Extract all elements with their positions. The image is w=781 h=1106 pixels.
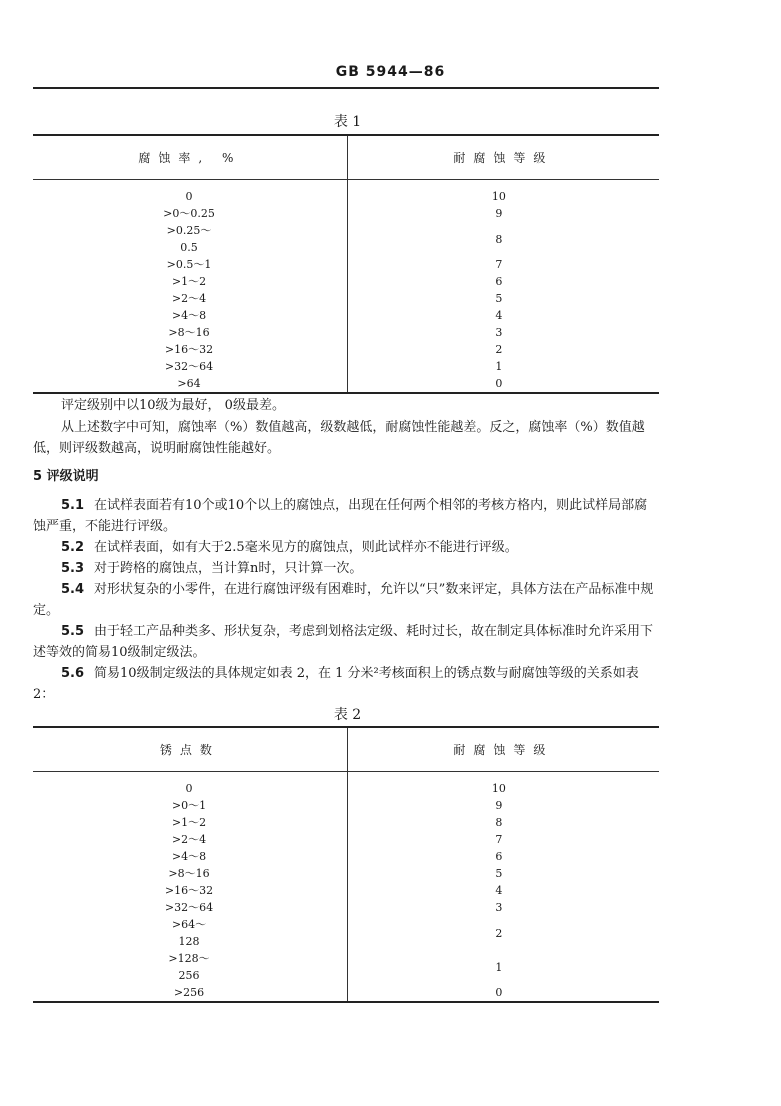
- range-value: >8～16: [168, 867, 210, 880]
- range-value: >1～2: [171, 275, 207, 288]
- table-row: [33, 256, 659, 273]
- table2: [33, 726, 659, 1003]
- table-row: [33, 222, 659, 256]
- section5-title: 5 评级说明: [33, 469, 99, 484]
- range-value: 0: [185, 782, 193, 795]
- grade-value: 8: [495, 232, 503, 246]
- range-value: >256: [173, 986, 205, 999]
- table-row: [33, 916, 659, 950]
- grade-value: 2: [495, 926, 503, 940]
- table1-caption: 表 1: [333, 114, 362, 130]
- range-value: >8～16: [168, 326, 210, 339]
- range-value: >4～8: [171, 309, 207, 322]
- range-value: >1～2: [171, 816, 207, 829]
- range-value: >0～1: [171, 799, 207, 812]
- table2-caption: 表 2: [333, 707, 362, 723]
- table-row: [33, 814, 659, 831]
- table1-col2-header: 耐腐蚀等级: [347, 135, 659, 180]
- clause-text: 对形状复杂的小零件，在进行腐蚀评级有困难时，允许以“只”数来评定，具体方法在产品标准中规定。: [33, 582, 654, 618]
- grade-value: 5: [495, 867, 503, 880]
- grade-value: 6: [495, 275, 503, 288]
- grade-value: 5: [495, 292, 503, 305]
- range-value: >2～4: [171, 833, 207, 846]
- clause-5-5: [33, 621, 659, 663]
- table-row: [33, 950, 659, 984]
- table-row: [33, 341, 659, 358]
- page-header: GB 5944—86: [335, 64, 446, 80]
- table-row: [33, 882, 659, 899]
- clause-number: 5.4: [61, 582, 85, 597]
- grade-value: 4: [495, 309, 503, 322]
- grade-value: 2: [495, 343, 503, 356]
- clause-text: 由于轻工产品种类多、形状复杂，考虑到划格法定级、耗时过长，故在制定具体标准时允许采用下述等效的简易10级制定级法。: [33, 624, 654, 660]
- range-value: >128～256: [168, 952, 210, 982]
- grade-value: 6: [495, 850, 503, 863]
- table-row: [33, 307, 659, 324]
- clause-5-2: [33, 537, 659, 558]
- table-row: [33, 831, 659, 848]
- grade-value: 10: [491, 190, 506, 203]
- note-explanation: 从上述数字中可知，腐蚀率（%）数值越高，级数越低，耐腐蚀性能越差。反之，腐蚀率（%）数值越低，则评级数越高，说明耐腐蚀性能越好。: [33, 420, 645, 456]
- clause-5-1: [33, 495, 659, 537]
- grade-value: 1: [495, 960, 503, 974]
- clause-text: 对于跨格的腐蚀点，当计算n时，只计算一次。: [94, 561, 363, 576]
- range-value: >32～64: [164, 360, 214, 373]
- grade-value: 7: [495, 258, 503, 271]
- table-row: [33, 188, 659, 205]
- table-row: [33, 780, 659, 797]
- clause-number: 5.6: [61, 666, 85, 681]
- clause-text: 在试样表面若有10个或10个以上的腐蚀点，出现在任何两个相邻的考核方格内，则此试样局部腐蚀严重，不能进行评级。: [33, 498, 648, 534]
- table1: [33, 134, 659, 394]
- range-value: >16～32: [164, 884, 214, 897]
- grade-value: 4: [495, 884, 503, 897]
- clause-number: 5.1: [61, 498, 85, 513]
- table-row: [33, 273, 659, 290]
- grade-value: 3: [495, 326, 503, 339]
- note-best-worst: 评定级别中以10级为最好， 0级最差。: [61, 398, 285, 413]
- table-row: [33, 797, 659, 814]
- table-row: [33, 375, 659, 393]
- table-row: [33, 358, 659, 375]
- grade-value: 10: [491, 782, 506, 795]
- grade-value: 9: [495, 799, 503, 812]
- clause-number: 5.3: [61, 561, 85, 576]
- range-value: >16～32: [164, 343, 214, 356]
- range-value: >64～128: [171, 918, 207, 948]
- grade-value: 3: [495, 901, 503, 914]
- table2-col1-header: 锈点数: [33, 727, 347, 772]
- range-value: >64: [177, 377, 201, 390]
- range-value: >32～64: [164, 901, 214, 914]
- grade-value: 7: [495, 833, 503, 846]
- grade-value: 0: [495, 377, 503, 390]
- header-rule: [33, 87, 659, 89]
- range-value: >0.25～0.5: [166, 224, 212, 254]
- table1-col1-header: 腐蚀率, %: [33, 135, 347, 180]
- range-value: >4～8: [171, 850, 207, 863]
- clause-text: 在试样表面，如有大于2.5毫米见方的腐蚀点，则此试样亦不能进行评级。: [94, 540, 518, 555]
- table-row: [33, 205, 659, 222]
- grade-value: 1: [495, 360, 503, 373]
- grade-value: 9: [495, 207, 503, 220]
- range-value: 0: [185, 190, 193, 203]
- clause-5-3: [33, 558, 659, 579]
- range-value: >2～4: [171, 292, 207, 305]
- grade-value: 0: [495, 986, 503, 999]
- table-row: [33, 848, 659, 865]
- table-row: [33, 865, 659, 882]
- table2-col2-header: 耐腐蚀等级: [347, 727, 659, 772]
- table-row: [33, 290, 659, 307]
- clause-number: 5.2: [61, 540, 85, 555]
- grade-value: 8: [495, 816, 503, 829]
- clause-5-4: [33, 579, 659, 621]
- table-row: [33, 899, 659, 916]
- range-value: >0.5～1: [166, 258, 212, 271]
- clause-5-6: [33, 663, 659, 705]
- table-row: [33, 324, 659, 341]
- table-row: [33, 984, 659, 1002]
- clause-text: 简易10级制定级法的具体规定如表 2，在 1 分米²考核面积上的锈点数与耐腐蚀等级的关系如表 2：: [33, 666, 639, 702]
- range-value: >0～0.25: [163, 207, 215, 220]
- clause-number: 5.5: [61, 624, 85, 639]
